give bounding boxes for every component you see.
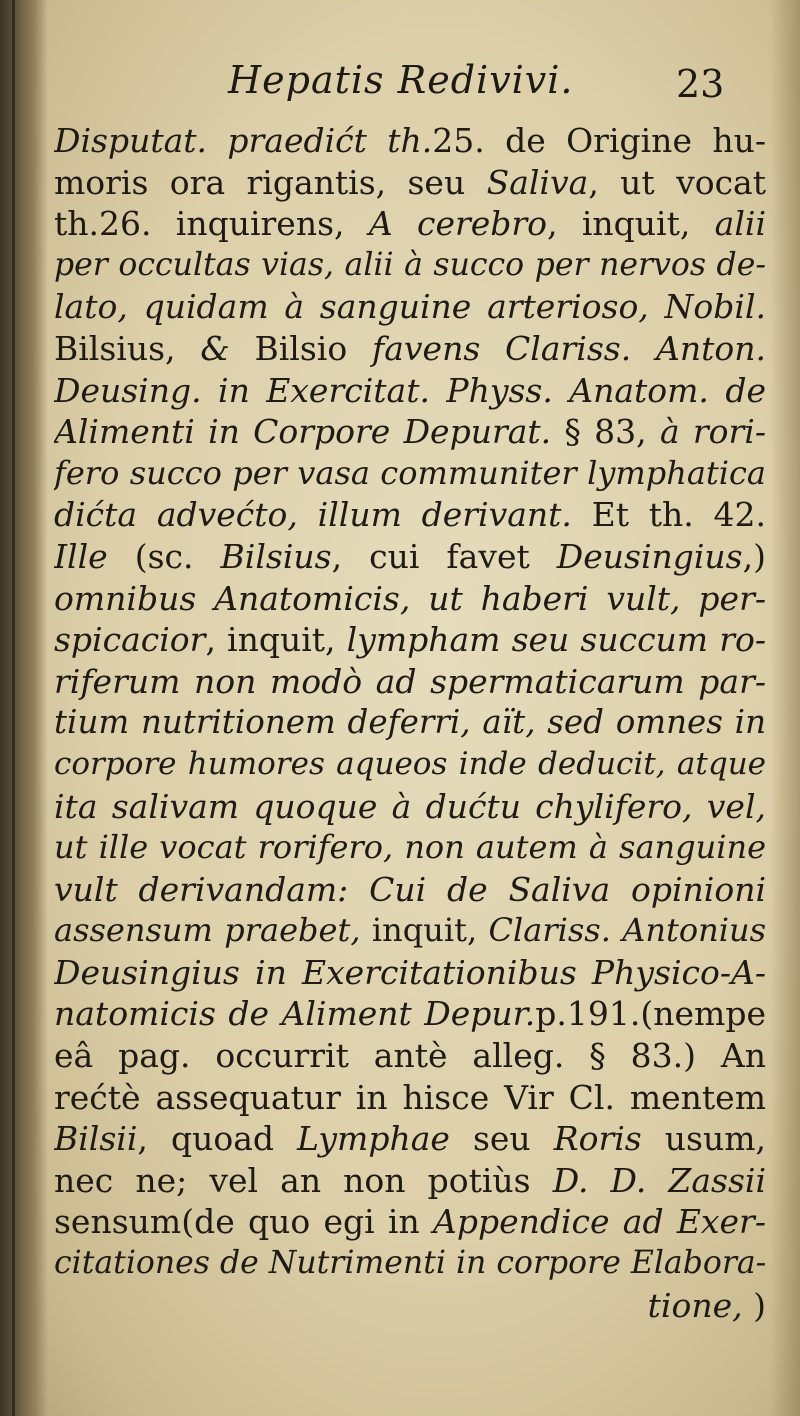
text-line	[54, 993, 766, 1035]
text-segment: assensum praebet,	[54, 911, 361, 950]
text-segment: , inquit,	[547, 204, 715, 244]
text-segment: ,)	[742, 536, 766, 576]
text-segment: dićta advećto, illum derivant.	[54, 495, 572, 535]
text-segment: tione,	[647, 1285, 743, 1325]
text-segment: favens Clariss. Anton.	[372, 328, 766, 368]
text-line	[54, 661, 766, 703]
text-segment: lympham seu succum ro-	[346, 620, 766, 660]
text-line	[54, 869, 766, 911]
text-segment: nec ne; vel an non potiùs	[54, 1160, 553, 1200]
text-segment: &	[200, 328, 255, 368]
text-segment: fero succo per vasa communiter lymphatica	[54, 453, 766, 492]
text-segment: Alimenti in Corpore Depurat.	[54, 412, 552, 452]
text-line	[54, 1285, 766, 1327]
text-segment: th.26. inquirens,	[54, 204, 369, 244]
text-line	[54, 120, 766, 162]
text-line	[54, 1243, 766, 1285]
text-segment: Bilsius,	[54, 328, 201, 368]
text-line	[54, 1160, 766, 1202]
text-segment: inquit,	[360, 911, 489, 950]
text-segment: Saliva	[486, 162, 589, 202]
text-segment: lato, quidam à sanguine arterioso, Nobil.	[54, 287, 766, 327]
text-segment: alii	[714, 204, 766, 244]
text-segment: à rori-	[659, 412, 766, 452]
text-segment: Lymphae	[297, 1119, 450, 1159]
text-line	[54, 411, 766, 453]
text-segment: Clariss. Antonius	[488, 911, 766, 950]
text-segment: Deusing. in Exercitat. Physs. Anatom. de	[54, 370, 766, 410]
text-line	[54, 1035, 766, 1077]
text-segment: omnibus Anatomicis, ut haberi vult, per-	[54, 578, 766, 618]
text-segment: eâ pag. occurrit antè alleg. § 83.) An	[54, 1036, 766, 1076]
text-segment: , ut vocat	[588, 162, 766, 202]
text-line	[54, 786, 766, 828]
text-segment: Disputat. praedićt th.	[54, 121, 433, 160]
text-line	[54, 203, 766, 245]
text-segment: Et th. 42.	[571, 495, 766, 535]
text-segment: per occultas vias, alii à succo per nervos de-	[54, 246, 766, 283]
text-segment: Ille	[54, 536, 108, 576]
text-segment: spicacior	[54, 620, 206, 660]
text-segment: citationes de Nutrimenti in corpore Elabora-	[54, 1245, 766, 1282]
text-segment: p.191.(nempe	[535, 994, 766, 1034]
text-line	[54, 1201, 766, 1243]
text-line	[54, 370, 766, 412]
text-segment: Roris	[553, 1119, 642, 1159]
text-segment: seu	[449, 1119, 554, 1159]
text-line	[54, 1077, 766, 1119]
page-edge-shadow	[770, 0, 800, 1416]
text-segment: A cerebro	[368, 204, 548, 244]
text-segment: § 83,	[551, 412, 660, 452]
text-line	[54, 827, 766, 869]
text-line	[54, 453, 766, 495]
text-line	[54, 286, 766, 328]
text-line	[54, 536, 766, 578]
text-segment: rećtè assequatur in hisce Vir Cl. mentem	[54, 1077, 766, 1117]
text-segment: )	[742, 1285, 766, 1325]
page-number: 23	[676, 62, 725, 106]
text-segment: , inquit,	[205, 620, 347, 660]
text-segment: Deusingius	[556, 536, 743, 576]
text-segment: riferum non modò ad spermaticarum par-	[54, 661, 766, 701]
text-line	[54, 328, 766, 370]
text-segment: Deusingius in Exercitationibus Physico-A-	[54, 952, 766, 992]
page-header	[0, 52, 800, 112]
text-segment: Bilsii	[54, 1119, 138, 1159]
text-segment: corpore humores aqueos inde deducit, atque	[54, 745, 766, 782]
text-segment: Bilsio	[254, 328, 373, 368]
text-segment: ut ille vocat rorifero, non autem à sanguine	[54, 828, 766, 867]
text-segment: sensum(de quo egi in	[54, 1202, 433, 1242]
text-segment: Appendice ad Exer-	[432, 1202, 766, 1242]
text-segment: D. D. Zassii	[552, 1160, 766, 1200]
body-text	[54, 120, 766, 1326]
text-segment: tium nutritionem deferri, aït, sed omnes in	[54, 703, 766, 742]
text-line	[54, 952, 766, 994]
text-line	[54, 494, 766, 536]
text-segment: 25. de Origine hu-	[432, 121, 766, 160]
text-line	[54, 1118, 766, 1160]
text-segment: vult derivandam: Cui de Saliva opinioni	[54, 869, 766, 909]
text-line	[54, 702, 766, 744]
text-line	[54, 162, 766, 204]
text-segment: usum,	[641, 1119, 766, 1159]
text-segment: , quoad	[137, 1119, 298, 1159]
text-line	[54, 578, 766, 620]
text-line	[54, 619, 766, 661]
text-segment: , cui favet	[331, 536, 557, 576]
gutter-shadow-line	[12, 0, 15, 1416]
text-line	[54, 910, 766, 952]
book-gutter	[0, 0, 48, 1416]
text-segment: ita salivam quoque à dućtu chylifero, vel,	[54, 786, 766, 826]
text-line	[54, 744, 766, 786]
text-segment: (sc.	[107, 536, 221, 576]
text-line	[54, 245, 766, 287]
text-segment: Bilsius	[220, 536, 332, 576]
running-title: Hepatis Redivivi.	[228, 58, 574, 102]
text-segment: moris ora rigantis, seu	[54, 162, 487, 202]
text-segment: natomicis de Aliment Depur.	[54, 994, 536, 1034]
